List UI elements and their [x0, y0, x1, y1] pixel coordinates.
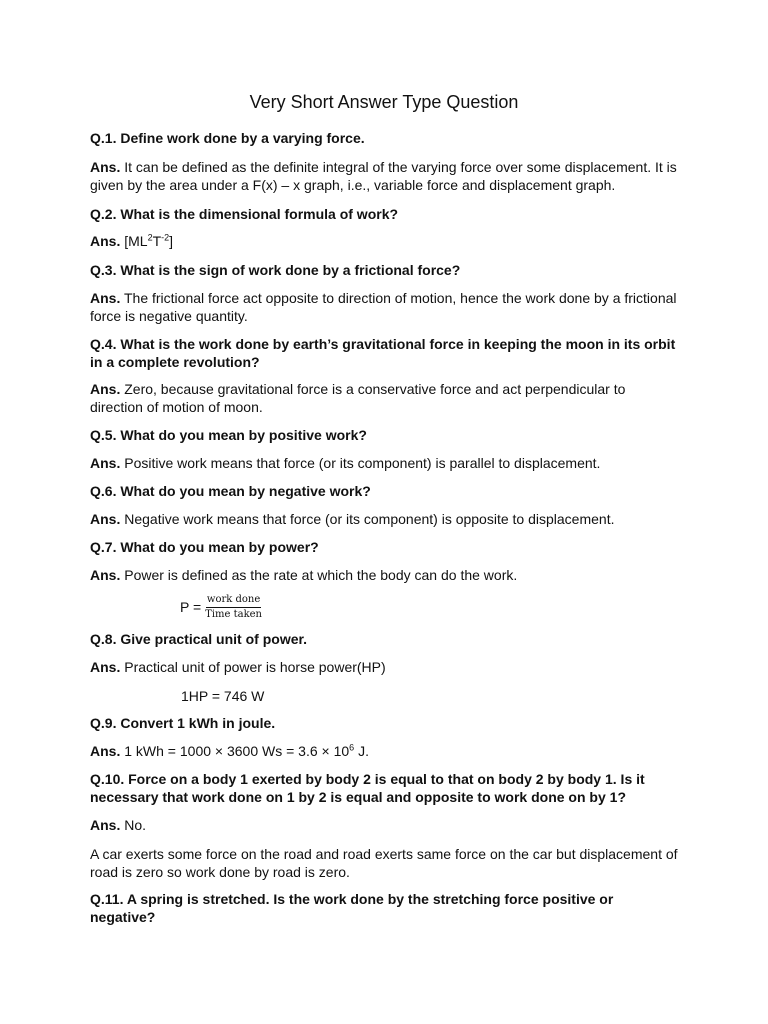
question-11: Q.11. A spring is stretched. Is the work done by the stretching force positive or negative? [90, 891, 614, 925]
formula-lhs: P = [180, 599, 202, 615]
question-4: Q.4. What is the work done by earth’s gravitational force in keeping the moon in its orbit in a complete revolution? [90, 336, 676, 370]
answer-label: Ans. [90, 455, 121, 471]
formula-denominator: Time taken [205, 608, 263, 620]
answer-label: Ans. [90, 743, 121, 759]
answer-10-explanation: A car exerts some force on the road and road exerts same force on the car but displacement of road is zero so work done by road is zero. [90, 846, 678, 880]
answer-7-text: Power is defined as the rate at which the body can do the work. [124, 567, 518, 583]
answer-label: Ans. [90, 511, 121, 527]
answer-7 [90, 566, 680, 584]
answer-2-text: $[ML^2T^{-2}]$ [124, 232, 174, 249]
formula-numerator: work done [206, 594, 261, 608]
answer-label: Ans. [90, 290, 121, 306]
answer-2 [90, 232, 680, 250]
formula-fraction [204, 594, 263, 621]
question-10: Q.10. Force on a body 1 exerted by body 2 is equal to that on body 2 by body 1. Is it necessary that work done on 1 by 2 is equal and opposite to work done on by 1? [90, 771, 645, 805]
answer-8 [90, 658, 680, 676]
answer-4 [90, 380, 680, 416]
answer-label: Ans. [90, 159, 121, 175]
answer-3 [90, 289, 680, 325]
answer-10-text: No. [124, 817, 147, 833]
answer-4-text: Zero, because gravitational force is a conservative force and act perpendicular to direction of motion of moon. [90, 381, 626, 415]
answer-5 [90, 454, 680, 472]
answer-5-text: Positive work means that force (or its component) is parallel to displacement. [124, 455, 601, 471]
question-7: Q.7. What do you mean by power? [90, 539, 319, 555]
answer-10 [90, 816, 680, 834]
answer-label: Ans. [90, 233, 121, 249]
answer-6 [90, 510, 680, 528]
question-6: Q.6. What do you mean by negative work? [90, 483, 371, 499]
horsepower-equation: 1HP = 746 W [181, 688, 265, 704]
answer-label: Ans. [90, 381, 121, 397]
answer-label: Ans. [90, 567, 121, 583]
power-formula [180, 592, 380, 622]
answer-9 [90, 742, 680, 760]
answer-3-text: The frictional force act opposite to direction of motion, hence the work done by a frictional force is negative quantity. [90, 290, 677, 324]
answer-8-text: Practical unit of power is horse power(HP) [124, 659, 386, 675]
answer-1 [90, 158, 680, 194]
question-5: Q.5. What do you mean by positive work? [90, 427, 367, 443]
question-3: Q.3. What is the sign of work done by a frictional force? [90, 262, 461, 278]
answer-label: Ans. [90, 659, 121, 675]
question-9: Q.9. Convert 1 kWh in joule. [90, 715, 276, 731]
question-2: Q.2. What is the dimensional formula of work? [90, 206, 399, 222]
question-8: Q.8. Give practical unit of power. [90, 631, 308, 647]
question-1: Q.1. Define work done by a varying force. [90, 130, 365, 146]
answer-9-text: 1 kWh = 1000 × 3600 $Ws = 3.6 \times 10^6$ J. [124, 742, 369, 759]
answer-6-text: Negative work means that force (or its component) is opposite to displacement. [124, 511, 615, 527]
answer-label: Ans. [90, 817, 121, 833]
answer-1-text: It can be defined as the definite integral of the varying force over some displacement. It is given by the area under a F(x) – x graph, i.e., variable force and displacement graph. [90, 159, 677, 193]
page-title: Very Short Answer Type Question [249, 92, 519, 112]
